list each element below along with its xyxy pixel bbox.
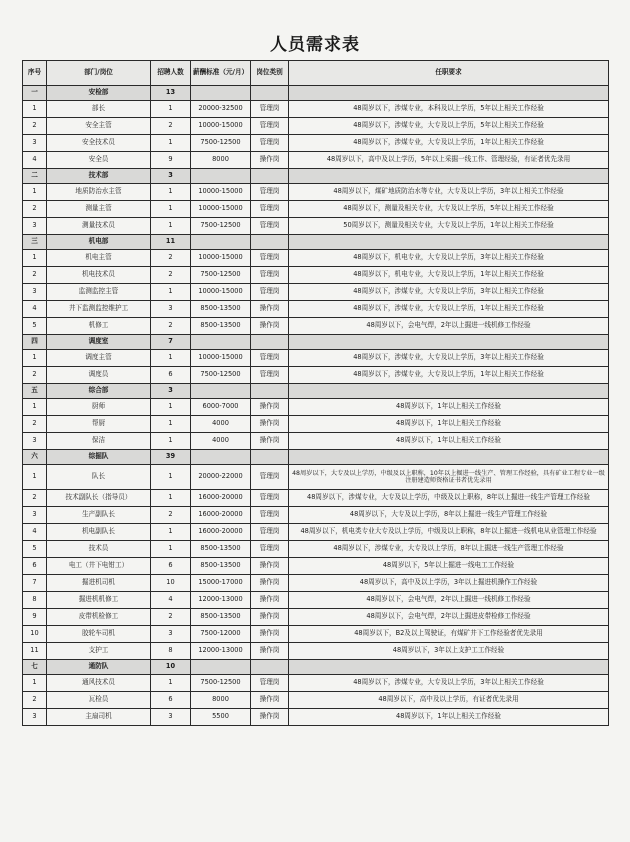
requirement-text: 48周岁以下，涉煤专业，大专及以上学历，8年以上掘进一线生产管理工作经验	[289, 541, 609, 558]
section-row	[23, 335, 609, 350]
hire-count: 6	[151, 558, 191, 575]
hire-count: 1	[151, 465, 191, 490]
row-number: 2	[23, 490, 47, 507]
position-name: 队长	[47, 465, 151, 490]
hire-count: 1	[151, 433, 191, 450]
salary-range: 8000	[191, 152, 251, 169]
row-number: 4	[23, 301, 47, 318]
section-blank-cell	[251, 384, 289, 399]
salary-range: 16000-20000	[191, 524, 251, 541]
section-name: 综掘队	[47, 450, 151, 465]
requirement-text: 48周岁以下，1年以上相关工作经验	[289, 416, 609, 433]
position-category: 管理岗	[251, 101, 289, 118]
section-count: 13	[151, 86, 191, 101]
hire-count: 1	[151, 541, 191, 558]
table-row	[23, 367, 609, 384]
section-blank-cell	[191, 384, 251, 399]
position-name: 调度主管	[47, 350, 151, 367]
section-blank-cell	[191, 86, 251, 101]
hire-count: 2	[151, 267, 191, 284]
section-row	[23, 660, 609, 675]
position-category: 操作岗	[251, 416, 289, 433]
position-name: 部长	[47, 101, 151, 118]
section-number: 二	[23, 169, 47, 184]
requirement-text: 48周岁以下，涉煤专业，大专及以上学历，1年以上相关工作经验	[289, 135, 609, 152]
position-name: 通风技术员	[47, 675, 151, 692]
hire-count: 1	[151, 218, 191, 235]
section-blank-cell	[289, 235, 609, 250]
position-category: 管理岗	[251, 675, 289, 692]
col-header-no: 序号	[23, 61, 47, 86]
section-number: 七	[23, 660, 47, 675]
table-row	[23, 218, 609, 235]
position-category: 管理岗	[251, 184, 289, 201]
section-blank-cell	[251, 450, 289, 465]
row-number: 2	[23, 267, 47, 284]
table-row	[23, 575, 609, 592]
table-row	[23, 558, 609, 575]
requirement-text: 48周岁以下，1年以上相关工作经验	[289, 399, 609, 416]
section-name: 技术部	[47, 169, 151, 184]
section-count: 3	[151, 169, 191, 184]
position-name: 瓦检员	[47, 692, 151, 709]
salary-range: 8500-13500	[191, 301, 251, 318]
row-number: 5	[23, 541, 47, 558]
section-blank-cell	[191, 169, 251, 184]
section-blank-cell	[191, 660, 251, 675]
requirement-text: 48周岁以下，涉煤专业，大专及以上学历，3年以上相关工作经验	[289, 350, 609, 367]
requirement-text: 48周岁以下，机电专业，大专及以上学历，3年以上相关工作经验	[289, 250, 609, 267]
hire-count: 1	[151, 135, 191, 152]
position-category: 操作岗	[251, 558, 289, 575]
requirement-text: 48周岁以下，机电类专业大专及以上学历，中级及以上职称，8年以上掘进一线机电从业管理工作经验	[289, 524, 609, 541]
salary-range: 12000-13000	[191, 592, 251, 609]
salary-range: 10000-15000	[191, 250, 251, 267]
table-row	[23, 524, 609, 541]
table-row	[23, 541, 609, 558]
salary-range: 7500-12000	[191, 626, 251, 643]
hire-count: 1	[151, 416, 191, 433]
requirement-text: 48周岁以下，5年以上掘进一线电工工作经验	[289, 558, 609, 575]
table-row	[23, 675, 609, 692]
row-number: 11	[23, 643, 47, 660]
section-name: 综合部	[47, 384, 151, 399]
requirement-text: 48周岁以下，会电气焊，2年以上掘进一线机修工作经验	[289, 318, 609, 335]
col-header-position: 部门/岗位	[47, 61, 151, 86]
salary-range: 7500-12500	[191, 135, 251, 152]
position-category: 管理岗	[251, 135, 289, 152]
row-number: 9	[23, 609, 47, 626]
salary-range: 5500	[191, 709, 251, 726]
salary-range: 4000	[191, 416, 251, 433]
hire-count: 2	[151, 118, 191, 135]
col-header-category: 岗位类别	[251, 61, 289, 86]
table-row	[23, 135, 609, 152]
hire-count: 1	[151, 399, 191, 416]
table-row	[23, 284, 609, 301]
hire-count: 1	[151, 675, 191, 692]
row-number: 5	[23, 318, 47, 335]
section-blank-cell	[251, 335, 289, 350]
hire-count: 6	[151, 367, 191, 384]
requirements-table	[22, 60, 609, 726]
section-count: 3	[151, 384, 191, 399]
position-category: 管理岗	[251, 367, 289, 384]
hire-count: 1	[151, 524, 191, 541]
salary-range: 16000-20000	[191, 490, 251, 507]
section-name: 安检部	[47, 86, 151, 101]
salary-range: 20000-22000	[191, 465, 251, 490]
salary-range: 20000-32500	[191, 101, 251, 118]
row-number: 3	[23, 709, 47, 726]
table-row	[23, 433, 609, 450]
position-category: 操作岗	[251, 575, 289, 592]
section-name: 调度室	[47, 335, 151, 350]
section-blank-cell	[289, 450, 609, 465]
table-row	[23, 201, 609, 218]
position-category: 管理岗	[251, 465, 289, 490]
salary-range: 7500-12500	[191, 218, 251, 235]
requirement-text: 48周岁以下，涉煤专业，大专及以上学历，中级及以上职称，8年以上掘进一线生产管理工作经验	[289, 490, 609, 507]
requirement-text: 48周岁以下，高中及以上学历，有证者优先录用	[289, 692, 609, 709]
section-number: 六	[23, 450, 47, 465]
salary-range: 7500-12500	[191, 675, 251, 692]
salary-range: 8500-13500	[191, 609, 251, 626]
row-number: 3	[23, 218, 47, 235]
col-header-salary: 薪酬标准（元/月）	[191, 61, 251, 86]
requirement-text: 50周岁以下，测量及相关专业，大专及以上学历，1年以上相关工作经验	[289, 218, 609, 235]
row-number: 4	[23, 524, 47, 541]
position-category: 操作岗	[251, 609, 289, 626]
row-number: 1	[23, 399, 47, 416]
requirement-text: 48周岁以下，涉煤专业，大专及以上学历，1年以上相关工作经验	[289, 367, 609, 384]
table-row	[23, 709, 609, 726]
row-number: 1	[23, 250, 47, 267]
position-category: 管理岗	[251, 524, 289, 541]
hire-count: 2	[151, 609, 191, 626]
salary-range: 10000-15000	[191, 118, 251, 135]
row-number: 1	[23, 184, 47, 201]
table-row	[23, 301, 609, 318]
hire-count: 1	[151, 201, 191, 218]
row-number: 10	[23, 626, 47, 643]
position-category: 管理岗	[251, 218, 289, 235]
hire-count: 1	[151, 184, 191, 201]
position-category: 管理岗	[251, 250, 289, 267]
table-row	[23, 416, 609, 433]
position-name: 机电副队长	[47, 524, 151, 541]
section-row	[23, 235, 609, 250]
row-number: 1	[23, 350, 47, 367]
salary-range: 4000	[191, 433, 251, 450]
table-row	[23, 507, 609, 524]
section-blank-cell	[191, 335, 251, 350]
salary-range: 16000-20000	[191, 507, 251, 524]
table-row	[23, 490, 609, 507]
row-number: 2	[23, 367, 47, 384]
position-category: 操作岗	[251, 318, 289, 335]
section-number: 一	[23, 86, 47, 101]
section-number: 四	[23, 335, 47, 350]
position-category: 操作岗	[251, 709, 289, 726]
requirement-text: 48周岁以下，1年以上相关工作经验	[289, 709, 609, 726]
position-category: 操作岗	[251, 301, 289, 318]
position-name: 厨师	[47, 399, 151, 416]
position-name: 掘进机机修工	[47, 592, 151, 609]
section-count: 11	[151, 235, 191, 250]
hire-count: 2	[151, 318, 191, 335]
hire-count: 8	[151, 643, 191, 660]
section-blank-cell	[251, 169, 289, 184]
table-row	[23, 250, 609, 267]
hire-count: 6	[151, 692, 191, 709]
section-row	[23, 450, 609, 465]
position-name: 安全技术员	[47, 135, 151, 152]
position-name: 保洁	[47, 433, 151, 450]
row-number: 1	[23, 675, 47, 692]
row-number: 8	[23, 592, 47, 609]
row-number: 1	[23, 465, 47, 490]
requirement-text: 48周岁以下，1年以上相关工作经验	[289, 433, 609, 450]
row-number: 1	[23, 101, 47, 118]
salary-range: 10000-15000	[191, 184, 251, 201]
section-row	[23, 169, 609, 184]
position-name: 技术副队长（指导员）	[47, 490, 151, 507]
position-category: 操作岗	[251, 399, 289, 416]
hire-count: 2	[151, 250, 191, 267]
position-category: 操作岗	[251, 626, 289, 643]
requirement-text: 48周岁以下，高中及以上学历，5年以上采掘一线工作、管理经验，有证者优先录用	[289, 152, 609, 169]
position-category: 管理岗	[251, 201, 289, 218]
hire-count: 10	[151, 575, 191, 592]
requirement-text: 48周岁以下，涉煤专业，大专及以上学历，3年以上相关工作经验	[289, 675, 609, 692]
header-row	[23, 61, 609, 86]
requirement-text: 48周岁以下，会电气焊，2年以上掘进一线机修工作经验	[289, 592, 609, 609]
hire-count: 1	[151, 284, 191, 301]
salary-range: 12000-13000	[191, 643, 251, 660]
position-category: 管理岗	[251, 284, 289, 301]
position-category: 操作岗	[251, 643, 289, 660]
position-name: 技术员	[47, 541, 151, 558]
position-category: 操作岗	[251, 433, 289, 450]
table-row	[23, 350, 609, 367]
table-row	[23, 609, 609, 626]
section-blank-cell	[289, 86, 609, 101]
requirement-text: 48周岁以下，大专及以上学历，中级及以上职称，10年以上掘进一线生产、管理工作经验，具有矿业工程专业一级注册建造师资格证书者优先录用	[289, 465, 609, 490]
position-category: 管理岗	[251, 267, 289, 284]
table-row	[23, 643, 609, 660]
section-blank-cell	[251, 86, 289, 101]
hire-count: 9	[151, 152, 191, 169]
row-number: 3	[23, 433, 47, 450]
table-row	[23, 184, 609, 201]
row-number: 2	[23, 201, 47, 218]
salary-range: 8500-13500	[191, 558, 251, 575]
salary-range: 10000-15000	[191, 284, 251, 301]
table-body	[23, 86, 609, 726]
requirement-text: 48周岁以下，机电专业，大专及以上学历，1年以上相关工作经验	[289, 267, 609, 284]
page-title: 人员需求表	[270, 35, 360, 55]
section-blank-cell	[251, 235, 289, 250]
hire-count: 3	[151, 709, 191, 726]
row-number: 3	[23, 284, 47, 301]
section-blank-cell	[251, 660, 289, 675]
position-name: 掘进机司机	[47, 575, 151, 592]
position-name: 皮带机检修工	[47, 609, 151, 626]
hire-count: 1	[151, 350, 191, 367]
hire-count: 3	[151, 301, 191, 318]
hire-count: 2	[151, 507, 191, 524]
position-name: 安全员	[47, 152, 151, 169]
section-blank-cell	[191, 450, 251, 465]
position-name: 机电技术员	[47, 267, 151, 284]
position-category: 操作岗	[251, 152, 289, 169]
position-name: 生产副队长	[47, 507, 151, 524]
position-name: 测量主管	[47, 201, 151, 218]
section-name: 机电部	[47, 235, 151, 250]
salary-range: 10000-15000	[191, 350, 251, 367]
requirement-text: 48周岁以下，会电气焊，2年以上掘进皮带检修工作经验	[289, 609, 609, 626]
salary-range: 7500-12500	[191, 267, 251, 284]
position-category: 操作岗	[251, 592, 289, 609]
position-name: 机修工	[47, 318, 151, 335]
position-name: 调度员	[47, 367, 151, 384]
requirement-text: 48周岁以下，大专及以上学历，8年以上掘进一线生产管理工作经验	[289, 507, 609, 524]
position-category: 管理岗	[251, 541, 289, 558]
col-header-requirement: 任职要求	[289, 61, 609, 86]
position-category: 管理岗	[251, 118, 289, 135]
section-blank-cell	[289, 384, 609, 399]
row-number: 4	[23, 152, 47, 169]
section-row	[23, 86, 609, 101]
hire-count: 1	[151, 490, 191, 507]
table-row	[23, 318, 609, 335]
hire-count: 4	[151, 592, 191, 609]
row-number: 2	[23, 416, 47, 433]
section-count: 10	[151, 660, 191, 675]
requirement-text: 48周岁以下，涉煤专业，大专及以上学历，3年以上相关工作经验	[289, 284, 609, 301]
table-row	[23, 118, 609, 135]
position-name: 安全主管	[47, 118, 151, 135]
position-name: 主扇司机	[47, 709, 151, 726]
hire-count: 1	[151, 101, 191, 118]
position-name: 电工（井下电钳工）	[47, 558, 151, 575]
table-row	[23, 692, 609, 709]
section-number: 三	[23, 235, 47, 250]
position-category: 管理岗	[251, 350, 289, 367]
salary-range: 8500-13500	[191, 318, 251, 335]
row-number: 3	[23, 135, 47, 152]
table-row	[23, 101, 609, 118]
requirement-text: 48周岁以下，测量及相关专业，大专及以上学历，5年以上相关工作经验	[289, 201, 609, 218]
requirement-text: 48周岁以下，煤矿地质防治水等专业，大专及以上学历，3年以上相关工作经验	[289, 184, 609, 201]
table-row	[23, 267, 609, 284]
row-number: 7	[23, 575, 47, 592]
salary-range: 7500-12500	[191, 367, 251, 384]
position-category: 操作岗	[251, 692, 289, 709]
row-number: 2	[23, 118, 47, 135]
section-blank-cell	[191, 235, 251, 250]
table-row	[23, 592, 609, 609]
section-number: 五	[23, 384, 47, 399]
section-blank-cell	[289, 335, 609, 350]
requirement-text: 48周岁以下，高中及以上学历，3年以上掘进机操作工作经验	[289, 575, 609, 592]
table-row	[23, 399, 609, 416]
requirement-text: 48周岁以下，涉煤专业，大专及以上学历，5年以上相关工作经验	[289, 118, 609, 135]
requirement-text: 48周岁以下，B2及以上驾驶证，有煤矿井下工作经验者优先录用	[289, 626, 609, 643]
table-row	[23, 626, 609, 643]
table-row	[23, 465, 609, 490]
position-name: 测量技术员	[47, 218, 151, 235]
position-name: 支护工	[47, 643, 151, 660]
col-header-count: 招聘人数	[151, 61, 191, 86]
section-count: 39	[151, 450, 191, 465]
salary-range: 6000-7000	[191, 399, 251, 416]
row-number: 6	[23, 558, 47, 575]
position-name: 胶轮车司机	[47, 626, 151, 643]
salary-range: 8500-13500	[191, 541, 251, 558]
section-count: 7	[151, 335, 191, 350]
section-blank-cell	[289, 169, 609, 184]
section-row	[23, 384, 609, 399]
row-number: 2	[23, 692, 47, 709]
requirement-text: 48周岁以下，涉煤专业，大专及以上学历，1年以上相关工作经验	[289, 301, 609, 318]
row-number: 3	[23, 507, 47, 524]
section-blank-cell	[289, 660, 609, 675]
position-name: 地质防治水主管	[47, 184, 151, 201]
hire-count: 3	[151, 626, 191, 643]
position-name: 监测监控主管	[47, 284, 151, 301]
position-category: 管理岗	[251, 507, 289, 524]
salary-range: 15000-17000	[191, 575, 251, 592]
requirement-text: 48周岁以下，3年以上支护工工作经验	[289, 643, 609, 660]
position-category: 管理岗	[251, 490, 289, 507]
position-name: 帮厨	[47, 416, 151, 433]
position-name: 井下监测监控维护工	[47, 301, 151, 318]
table-row	[23, 152, 609, 169]
requirement-text: 48周岁以下，涉煤专业，本科及以上学历，5年以上相关工作经验	[289, 101, 609, 118]
salary-range: 10000-15000	[191, 201, 251, 218]
salary-range: 8000	[191, 692, 251, 709]
position-name: 机电主管	[47, 250, 151, 267]
section-name: 通防队	[47, 660, 151, 675]
